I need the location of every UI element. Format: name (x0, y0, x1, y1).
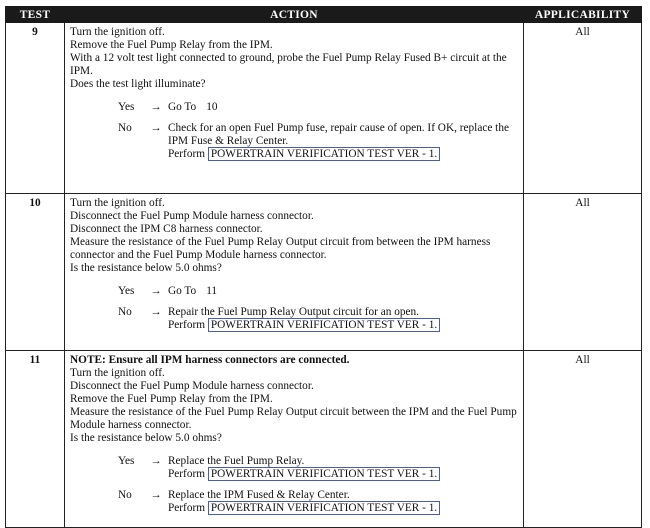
action-step: Disconnect the IPM C8 harness connector. (70, 223, 263, 235)
no-answer (118, 489, 519, 515)
arrow-right-icon: → (150, 101, 162, 113)
no-result-text: Check for an open Fuel Pump fuse, repair cause of open. If OK, replace the IPM Fuse & Relay Center. (168, 122, 509, 147)
header-action: ACTION (65, 7, 524, 23)
action-step: Measure the resistance of the Fuel Pump Relay Output circuit from between the IPM harness connector and the Fuel Pump Module harness connector. (70, 236, 491, 261)
note-text: NOTE: Ensure all IPM harness connectors are connected. (70, 354, 350, 366)
no-label: No (118, 489, 132, 501)
action-step: Measure the resistance of the Fuel Pump Relay Output circuit between the IPM and the Fuel Pump Module harness connector. (70, 406, 517, 431)
table-row (6, 351, 642, 528)
yes-label: Yes (118, 285, 135, 297)
applicability-value: All (524, 351, 642, 528)
verification-test-link[interactable]: POWERTRAIN VERIFICATION TEST VER - 1. (208, 147, 440, 161)
no-label: No (118, 122, 132, 134)
applicability-value: All (524, 194, 642, 351)
action-step: Disconnect the Fuel Pump Module harness connector. (70, 380, 314, 392)
test-number: 10 (6, 194, 65, 351)
perform-label: Perform (168, 148, 206, 160)
table-header-row (6, 7, 642, 23)
perform-label: Perform (168, 502, 206, 514)
yes-label: Yes (118, 101, 135, 113)
applicability-value: All (524, 23, 642, 194)
action-step: Remove the Fuel Pump Relay from the IPM. (70, 39, 273, 51)
action-question: Does the test light illuminate? (70, 78, 206, 90)
verification-test-link[interactable]: POWERTRAIN VERIFICATION TEST VER - 1. (208, 318, 440, 332)
yes-answer (118, 285, 519, 298)
goto-label: Go To (168, 285, 197, 297)
arrow-right-icon: → (150, 455, 162, 467)
action-question: Is the resistance below 5.0 ohms? (70, 262, 222, 274)
no-answer (118, 306, 519, 332)
perform-label: Perform (168, 319, 206, 331)
table-row (6, 194, 642, 351)
action-cell (65, 351, 524, 528)
test-number: 11 (6, 351, 65, 528)
action-step: Remove the Fuel Pump Relay from the IPM. (70, 393, 273, 405)
yes-label: Yes (118, 455, 135, 467)
table-row (6, 23, 642, 194)
no-answer (118, 122, 519, 161)
no-result-text: Replace the IPM Fused & Relay Center. (168, 489, 350, 501)
verification-test-link[interactable]: POWERTRAIN VERIFICATION TEST VER - 1. (208, 501, 440, 515)
verification-test-link[interactable]: POWERTRAIN VERIFICATION TEST VER - 1. (208, 467, 440, 481)
action-step: Turn the ignition off. (70, 197, 165, 209)
action-step: With a 12 volt test light connected to ground, probe the Fuel Pump Relay Fused B+ circuit at the IPM. (70, 52, 507, 77)
arrow-right-icon: → (150, 489, 162, 501)
yes-result-text: Replace the Fuel Pump Relay. (168, 455, 305, 467)
action-step: Turn the ignition off. (70, 367, 165, 379)
goto-label: Go To (168, 101, 197, 113)
yes-answer (118, 101, 519, 114)
goto-test-link[interactable]: 11 (206, 285, 218, 297)
action-step: Disconnect the Fuel Pump Module harness connector. (70, 210, 314, 222)
action-step: Turn the ignition off. (70, 26, 165, 38)
arrow-right-icon: → (150, 285, 162, 297)
no-label: No (118, 306, 132, 318)
arrow-right-icon: → (150, 122, 162, 134)
arrow-right-icon: → (150, 306, 162, 318)
header-test: TEST (6, 7, 65, 23)
action-cell (65, 194, 524, 351)
header-applicability: APPLICABILITY (524, 7, 642, 23)
perform-label: Perform (168, 468, 206, 480)
no-result-text: Repair the Fuel Pump Relay Output circuit for an open. (168, 306, 419, 318)
action-question: Is the resistance below 5.0 ohms? (70, 432, 222, 444)
action-cell (65, 23, 524, 194)
diagnostic-test-table (5, 6, 642, 528)
test-number: 9 (6, 23, 65, 194)
yes-answer (118, 455, 519, 481)
goto-test-link[interactable]: 10 (206, 101, 218, 113)
